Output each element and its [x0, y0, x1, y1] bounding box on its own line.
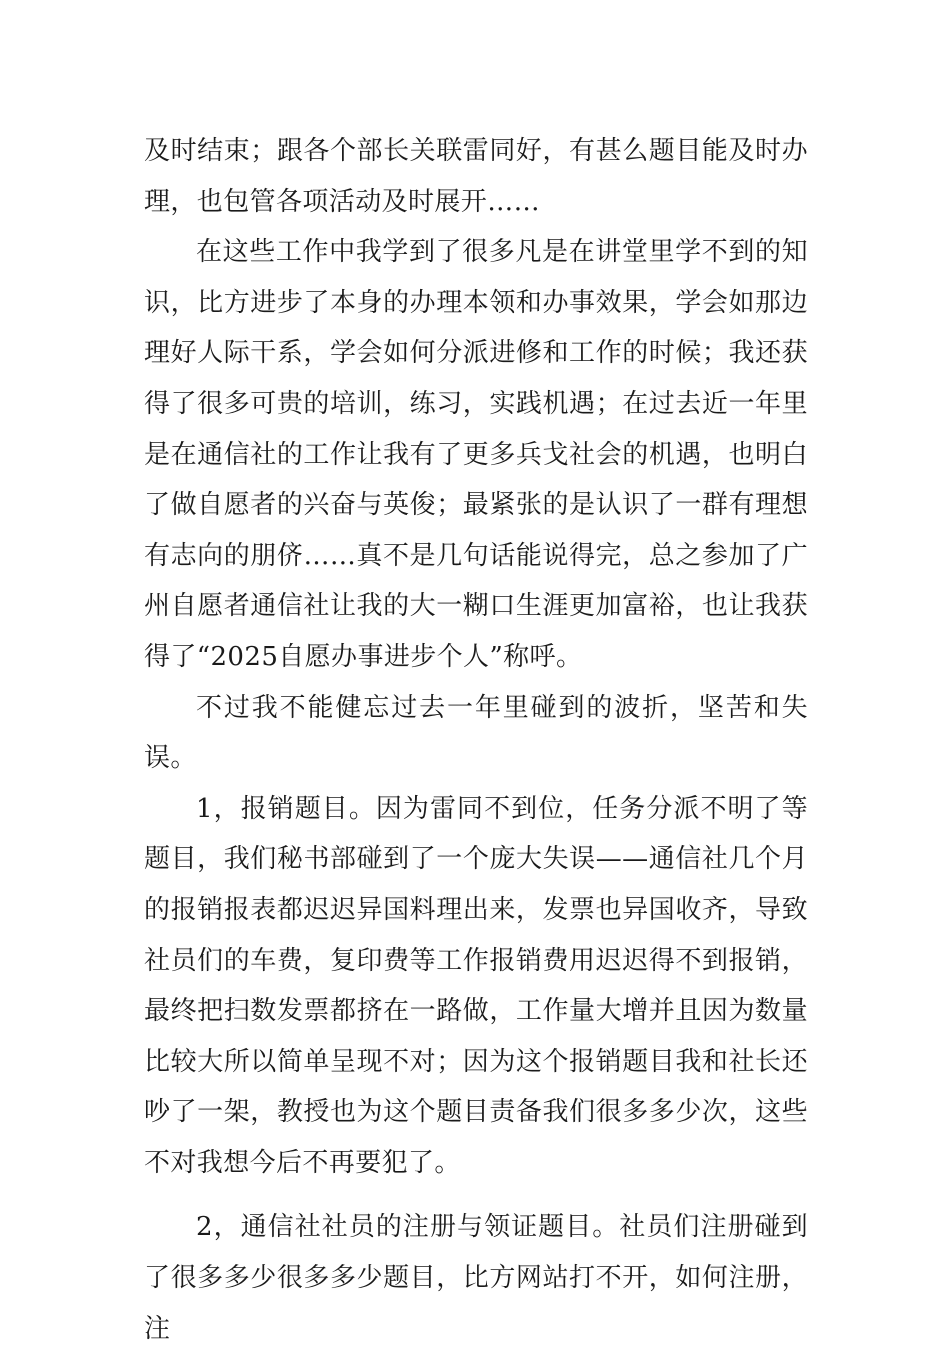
paragraph-5: 2，通信社社员的注册与领证题目。社员们注册碰到了很多多少很多多少题目，比方网站打不开，如何注册，注: [144, 1212, 808, 1344]
paragraph-4: 1，报销题目。因为雷同不到位，任务分派不明了等题目，我们秘书部碰到了一个庞大失误——通信社几个月的报销报表都迟迟异国料理出来，发票也异国收齐，导致社员们的车费，复印费等工作报销费用迟迟得不到报销，最终把扫数发票都挤在一路做，工作量大增并且因为数量比较大所以简单呈现不对；因为这个报销题目我和社长还吵了一架，教授也为这个题目责备我们很多多少次，这些不对我想今后不再要犯了。: [144, 793, 808, 1178]
paragraph-3: 不过我不能健忘过去一年里碰到的波折，坚苦和失误。: [144, 692, 808, 774]
paragraph-2: 在这些工作中我学到了很多凡是在讲堂里学不到的知识，比方进步了本身的办理本领和办事效果，学会如那边理好人际干系，学会如何分派进修和工作的时候；我还获得了很多可贵的培训，练习，实践机遇；在过去近一年里是在通信社的工作让我有了更多兵戈社会的机遇，也明白了做自愿者的兴奋与英俊；最紧张的是认识了一群有理想有志向的朋侪……真不是几句话能说得完，总之参加了广州自愿者通信社让我的大一糊口生涯更加富裕，也让我获得了“2025自愿办事进步个人”称呼。: [144, 237, 808, 672]
document-body: [144, 126, 808, 1354]
paragraph-1: 及时结束；跟各个部长关联雷同好，有甚么题目能及时办理，也包管各项活动及时展开……: [144, 136, 808, 217]
